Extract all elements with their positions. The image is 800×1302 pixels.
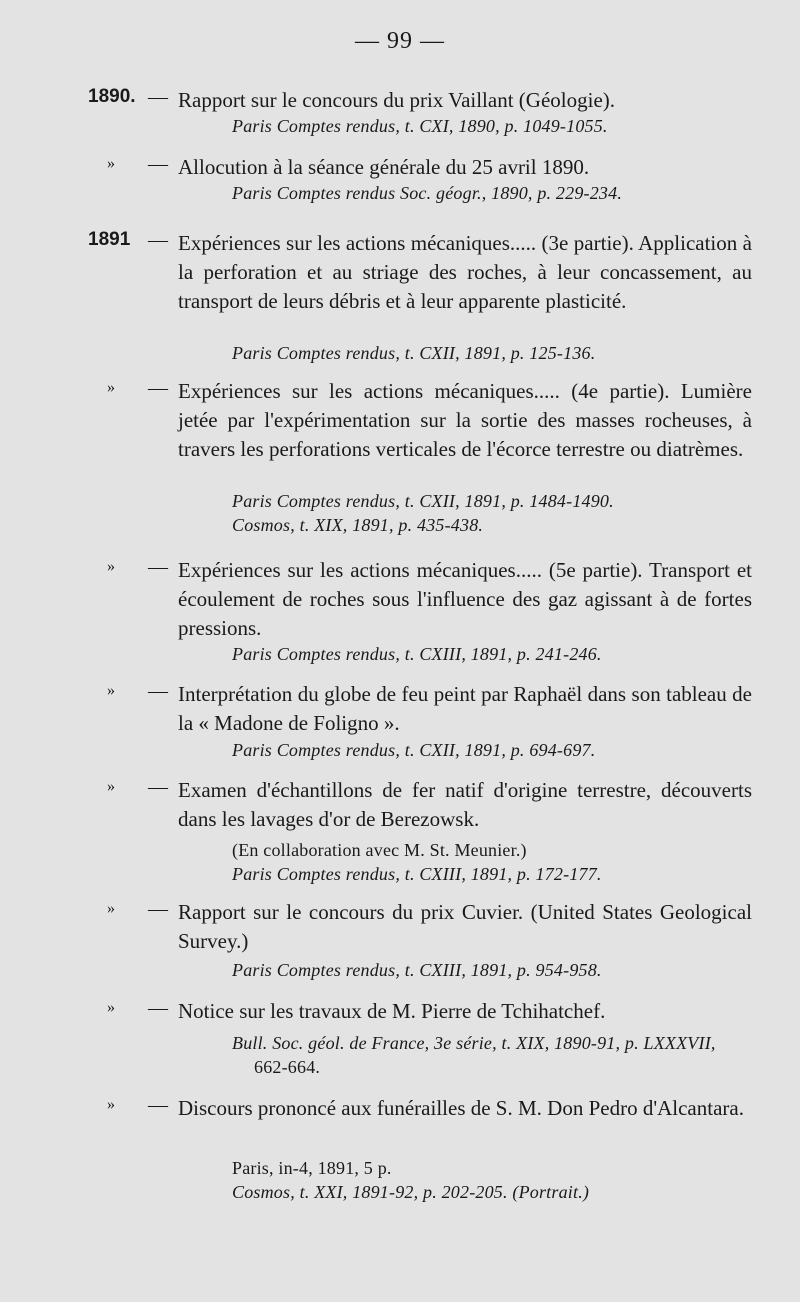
entry-year: 1891: [88, 229, 131, 250]
entry-title: Notice sur les travaux de M. Pierre de Tchihatchef.: [178, 999, 606, 1023]
entry-title: Expériences sur les actions mécaniques..... (4e partie). Lumière jetée par l'expérimentation sur la sortie des masses rocheuses, à travers les perforations verticales de l'écorce terrestre ou diatrèmes.: [178, 379, 752, 461]
ditto-mark: »: [107, 379, 115, 396]
ditto-mark: »: [107, 682, 115, 699]
entry-references: [232, 1031, 762, 1079]
ditto-mark: »: [107, 900, 115, 917]
entry-references: [232, 838, 762, 886]
entry-note: Paris, in-4, 1891, 5 p.: [232, 1158, 392, 1178]
ditto-mark: »: [107, 155, 115, 172]
ditto-mark: »: [107, 1096, 115, 1113]
entry-references: [232, 114, 762, 138]
entry-references: [232, 958, 762, 982]
entry-title: Allocution à la séance générale du 25 avril 1890.: [178, 155, 590, 179]
entry-reference: Paris Comptes rendus, t. CXII, 1891, p. 125-136.: [232, 343, 596, 363]
entry-dash: —: [148, 898, 168, 920]
entry-dash: —: [148, 556, 168, 578]
entry-title: Expériences sur les actions mécaniques..... (3e partie). Application à la perforation et au striage des roches, à leur concassement, au transport de leurs débris et à leur apparente plasticité.: [178, 231, 752, 313]
entry-reference: Paris Comptes rendus, t. CXI, 1890, p. 1049-1055.: [232, 116, 608, 136]
entry-references: [232, 181, 762, 205]
entry-reference: Paris Comptes rendus, t. CXII, 1891, p. 694-697.: [232, 740, 596, 760]
entry-dash: —: [148, 680, 168, 702]
entry-dash: —: [148, 86, 168, 108]
entry-dash: —: [148, 997, 168, 1019]
entry-reference: Paris Comptes rendus, t. CXIII, 1891, p. 241-246.: [232, 644, 602, 664]
ditto-mark: »: [107, 558, 115, 575]
entry-title: Rapport sur le concours du prix Vaillant (Géologie).: [178, 88, 616, 112]
entry-references: [232, 642, 762, 666]
entry-reference-continuation: 662-664.: [254, 1057, 321, 1077]
entry-reference: Bull. Soc. géol. de France, 3e série, t. XIX, 1890-91, p. LXXXVII,: [232, 1033, 716, 1053]
entry-reference: Cosmos, t. XXI, 1891-92, p. 202-205. (Portrait.): [232, 1182, 590, 1202]
ditto-mark: »: [107, 999, 115, 1016]
entry-reference: Paris Comptes rendus Soc. géogr., 1890, p. 229-234.: [232, 183, 623, 203]
entry-dash: —: [148, 776, 168, 798]
entry-reference: Cosmos, t. XIX, 1891, p. 435-438.: [232, 515, 484, 535]
entry-year: 1890.: [88, 86, 136, 107]
entry-dash: —: [148, 1094, 168, 1116]
entry-title: Examen d'échantillons de fer natif d'origine terrestre, découverts dans les lavages d'or de Berezowsk.: [178, 778, 752, 831]
entry-references: [232, 341, 762, 365]
entry-references: [232, 489, 762, 537]
ditto-mark: »: [107, 778, 115, 795]
entry-dash: —: [148, 377, 168, 399]
entry-references: [232, 1156, 762, 1204]
entry-dash: —: [148, 153, 168, 175]
entry-reference: Paris Comptes rendus, t. CXIII, 1891, p. 954-958.: [232, 960, 602, 980]
entry-reference: Paris Comptes rendus, t. CXII, 1891, p. 1484-1490.: [232, 491, 614, 511]
entry-reference: Paris Comptes rendus, t. CXIII, 1891, p. 172-177.: [232, 864, 602, 884]
entry-references: [232, 738, 762, 762]
entry-title: Expériences sur les actions mécaniques..... (5e partie). Transport et écoulement de roches sous l'influence des gaz agissant à de fortes pressions.: [178, 558, 752, 640]
entry-note: (En collaboration avec M. St. Meunier.): [232, 840, 527, 860]
entry-title: Rapport sur le concours du prix Cuvier. (United States Geological Survey.): [178, 900, 752, 953]
entry-dash: —: [148, 229, 168, 251]
entry-title: Interprétation du globe de feu peint par Raphaël dans son tableau de la « Madone de Foligno ».: [178, 682, 752, 735]
entry-title: Discours prononcé aux funérailles de S. M. Don Pedro d'Alcantara.: [178, 1096, 744, 1120]
page-number: — 99 —: [355, 28, 445, 54]
